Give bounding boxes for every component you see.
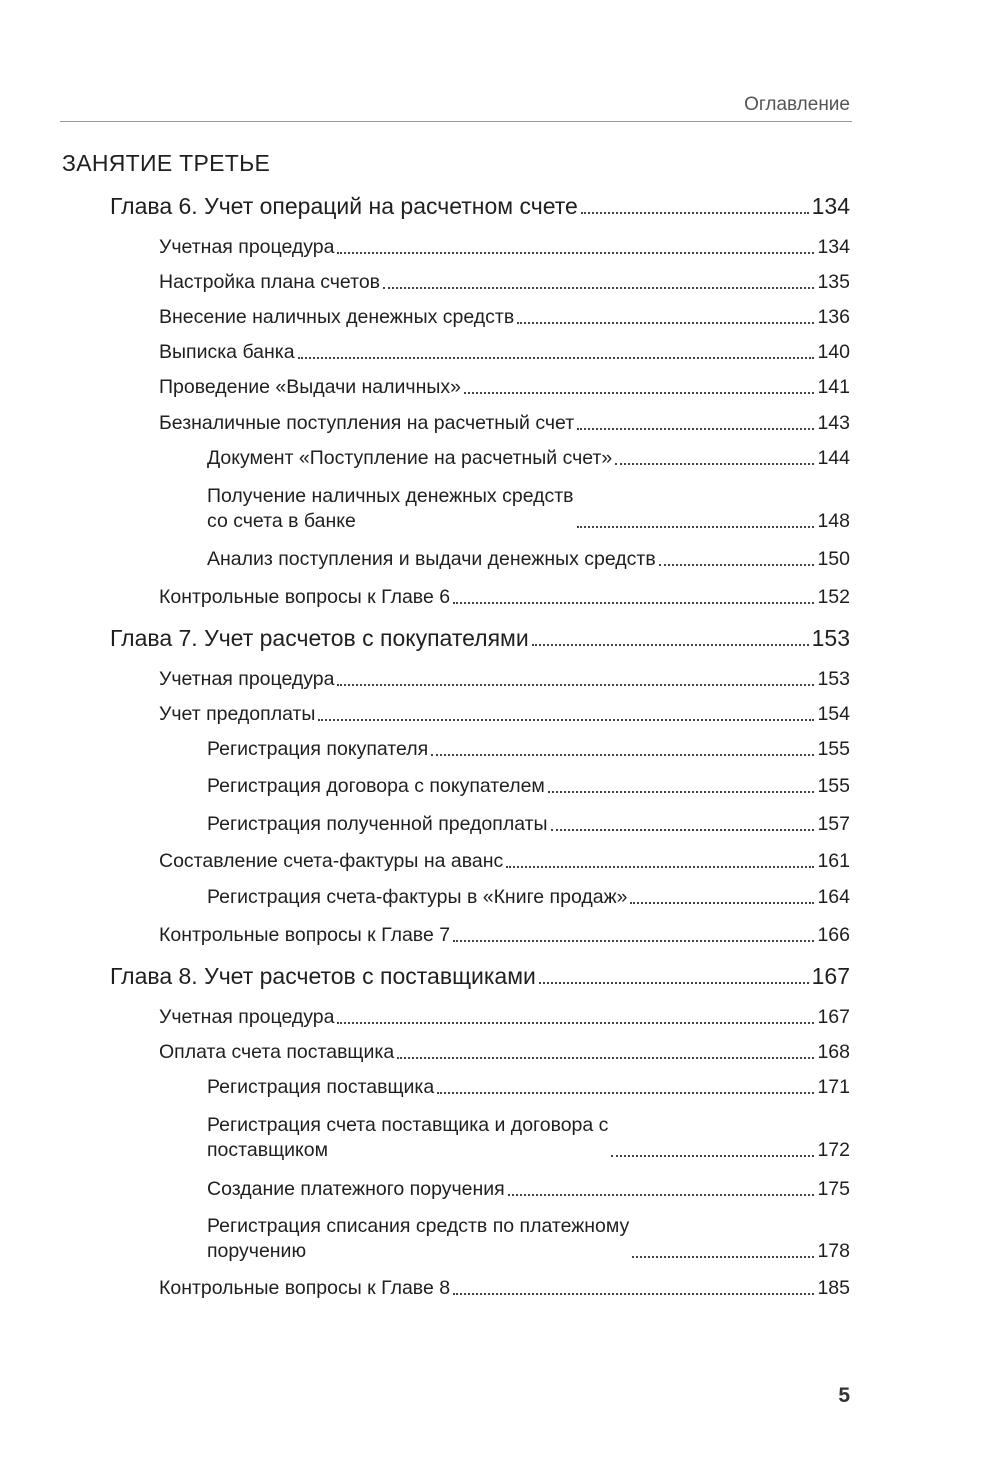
toc-entry[interactable] (159, 667, 850, 692)
toc-entry[interactable] (159, 1040, 850, 1065)
dot-leader (506, 866, 814, 868)
toc-entry-text: Регистрация покупателя (207, 738, 429, 760)
toc-entry-text: Оплата счета поставщика (159, 1041, 395, 1063)
toc-page-number: 153 (811, 625, 850, 651)
toc-entry-text: Регистрация договора с покупателем (207, 775, 545, 797)
toc-entry-text: Учетная процедура (159, 1006, 335, 1028)
dot-leader (397, 1057, 814, 1059)
toc-entry[interactable] (207, 547, 850, 572)
toc-page-number: 178 (817, 1239, 850, 1262)
toc-entry[interactable] (159, 923, 850, 948)
dot-leader (532, 644, 809, 646)
dot-leader (508, 1194, 815, 1196)
toc-page-number: 157 (817, 813, 850, 835)
toc-entry-text: Документ «Поступление на расчетный счет» (207, 447, 613, 469)
toc-entry-text: Регистрация счета-фактуры в «Книге продаж» (207, 886, 628, 908)
toc-entry[interactable] (159, 1276, 850, 1301)
dot-leader (615, 463, 814, 465)
toc-page-number: 134 (817, 236, 850, 258)
toc-entry[interactable] (159, 411, 850, 436)
toc-entry-text: Регистрация счета поставщика и договора с поставщиком (207, 1114, 609, 1161)
dot-leader (611, 1155, 814, 1157)
toc-page-number: 153 (817, 668, 850, 690)
toc-entry-chapter-8[interactable] (110, 962, 850, 991)
toc-entry-text: Учетная процедура (159, 668, 335, 690)
toc-entry[interactable] (159, 585, 850, 610)
toc-entry[interactable] (159, 849, 850, 874)
toc-page-number: 152 (817, 586, 850, 608)
toc-page-number: 155 (817, 738, 850, 760)
dot-leader (383, 287, 814, 289)
toc-page-number: 164 (817, 886, 850, 908)
dot-leader (577, 428, 814, 430)
dot-leader (548, 791, 815, 793)
toc-page-number: 161 (817, 850, 850, 872)
toc-page-number: 167 (817, 1006, 850, 1028)
toc-page-number: 166 (817, 924, 850, 946)
toc-page-number: 140 (817, 341, 850, 363)
toc-page-number: 171 (817, 1076, 850, 1098)
dot-leader (453, 1293, 814, 1295)
toc-page-number: 144 (817, 447, 850, 469)
toc-entry-text: Глава 6. Учет операций на расчетном счете (110, 193, 578, 219)
toc-entry-text: Составление счета-фактуры на аванс (159, 850, 504, 872)
toc-entry[interactable] (159, 270, 850, 295)
toc-entry-text: Учетная процедура (159, 236, 335, 258)
dot-leader (517, 322, 814, 324)
toc-entry-text: Учет предоплаты (159, 703, 316, 725)
toc-entry-text: Выписка банка (159, 341, 295, 363)
toc-page-number: 150 (817, 548, 850, 570)
toc-entry-text: Проведение «Выдачи наличных» (159, 376, 461, 398)
toc-entry-text: Создание платежного поручения (207, 1178, 505, 1200)
toc-entry[interactable] (207, 446, 850, 471)
toc-entry-text: Безналичные поступления на расчетный счет (159, 412, 575, 434)
toc-entry[interactable] (207, 737, 850, 762)
toc-entry[interactable] (159, 1005, 850, 1030)
toc-entry[interactable] (207, 1075, 850, 1100)
toc-entry[interactable] (207, 885, 850, 910)
toc-entry-chapter-7[interactable] (110, 624, 850, 653)
toc-entry[interactable] (207, 1214, 850, 1264)
toc-page-number: 175 (817, 1178, 850, 1200)
toc-entry[interactable] (159, 702, 850, 727)
toc-page-number: 135 (817, 271, 850, 293)
dot-leader (337, 684, 814, 686)
dot-leader (298, 357, 815, 359)
dot-leader (539, 982, 809, 984)
toc-entry-text: Анализ поступления и выдачи денежных средств (207, 548, 656, 570)
dot-leader (453, 602, 814, 604)
toc-entry-text: Контрольные вопросы к Главе 8 (159, 1277, 451, 1299)
dot-leader (581, 212, 809, 214)
toc-page-number: 155 (817, 775, 850, 797)
toc-page-number: 134 (811, 193, 850, 219)
page-number: 5 (838, 1384, 850, 1407)
toc-entry-text: Глава 7. Учет расчетов с покупателями (110, 625, 529, 651)
dot-leader (318, 719, 814, 721)
toc-entry[interactable] (207, 1113, 850, 1163)
dot-leader (630, 902, 814, 904)
toc-entry-chapter-6[interactable] (110, 192, 850, 221)
section-title: ЗАНЯТИЕ ТРЕТЬЕ (62, 150, 271, 176)
toc-page-number: 185 (817, 1277, 850, 1299)
toc-page-number: 143 (817, 412, 850, 434)
toc-entry-text: Настройка плана счетов (159, 271, 381, 293)
toc-page-number: 154 (817, 703, 850, 725)
toc-entry-text: Регистрация списания средств по платежному поручению (207, 1215, 630, 1262)
toc-entry-text: Регистрация полученной предоплаты (207, 813, 548, 835)
dot-leader (337, 1022, 814, 1024)
dot-leader (431, 754, 814, 756)
toc-entry[interactable] (207, 1177, 850, 1202)
dot-leader (551, 829, 815, 831)
toc-entry[interactable] (207, 812, 850, 837)
dot-leader (337, 252, 814, 254)
toc-entry[interactable] (207, 484, 850, 534)
running-header-title: Оглавление (744, 94, 850, 115)
toc-entry[interactable] (159, 375, 850, 400)
toc-page-number: 172 (817, 1138, 850, 1161)
dot-leader (577, 526, 815, 528)
dot-leader (437, 1092, 814, 1094)
toc-entry[interactable] (159, 305, 850, 330)
toc-entry-text: Внесение наличных денежных средств (159, 306, 515, 328)
toc-entry[interactable] (159, 340, 850, 365)
toc-entry[interactable] (159, 235, 850, 260)
toc-page-number: 168 (817, 1041, 850, 1063)
toc-entry-text: Контрольные вопросы к Главе 7 (159, 924, 451, 946)
toc-entry-text: Глава 8. Учет расчетов с поставщиками (110, 963, 536, 989)
toc-entry-text: Получение наличных денежных средств со счета в банке (207, 485, 574, 532)
toc-entry-text: Контрольные вопросы к Главе 6 (159, 586, 451, 608)
toc-page-number: 136 (817, 306, 850, 328)
toc-entry-text: Регистрация поставщика (207, 1076, 435, 1098)
toc-page-number: 141 (817, 376, 850, 398)
dot-leader (464, 392, 814, 394)
toc-entry[interactable] (207, 774, 850, 799)
dot-leader (659, 564, 815, 566)
toc-page-number: 148 (817, 509, 850, 532)
dot-leader (453, 940, 814, 942)
dot-leader (632, 1256, 814, 1258)
toc-page-number: 167 (811, 963, 850, 989)
